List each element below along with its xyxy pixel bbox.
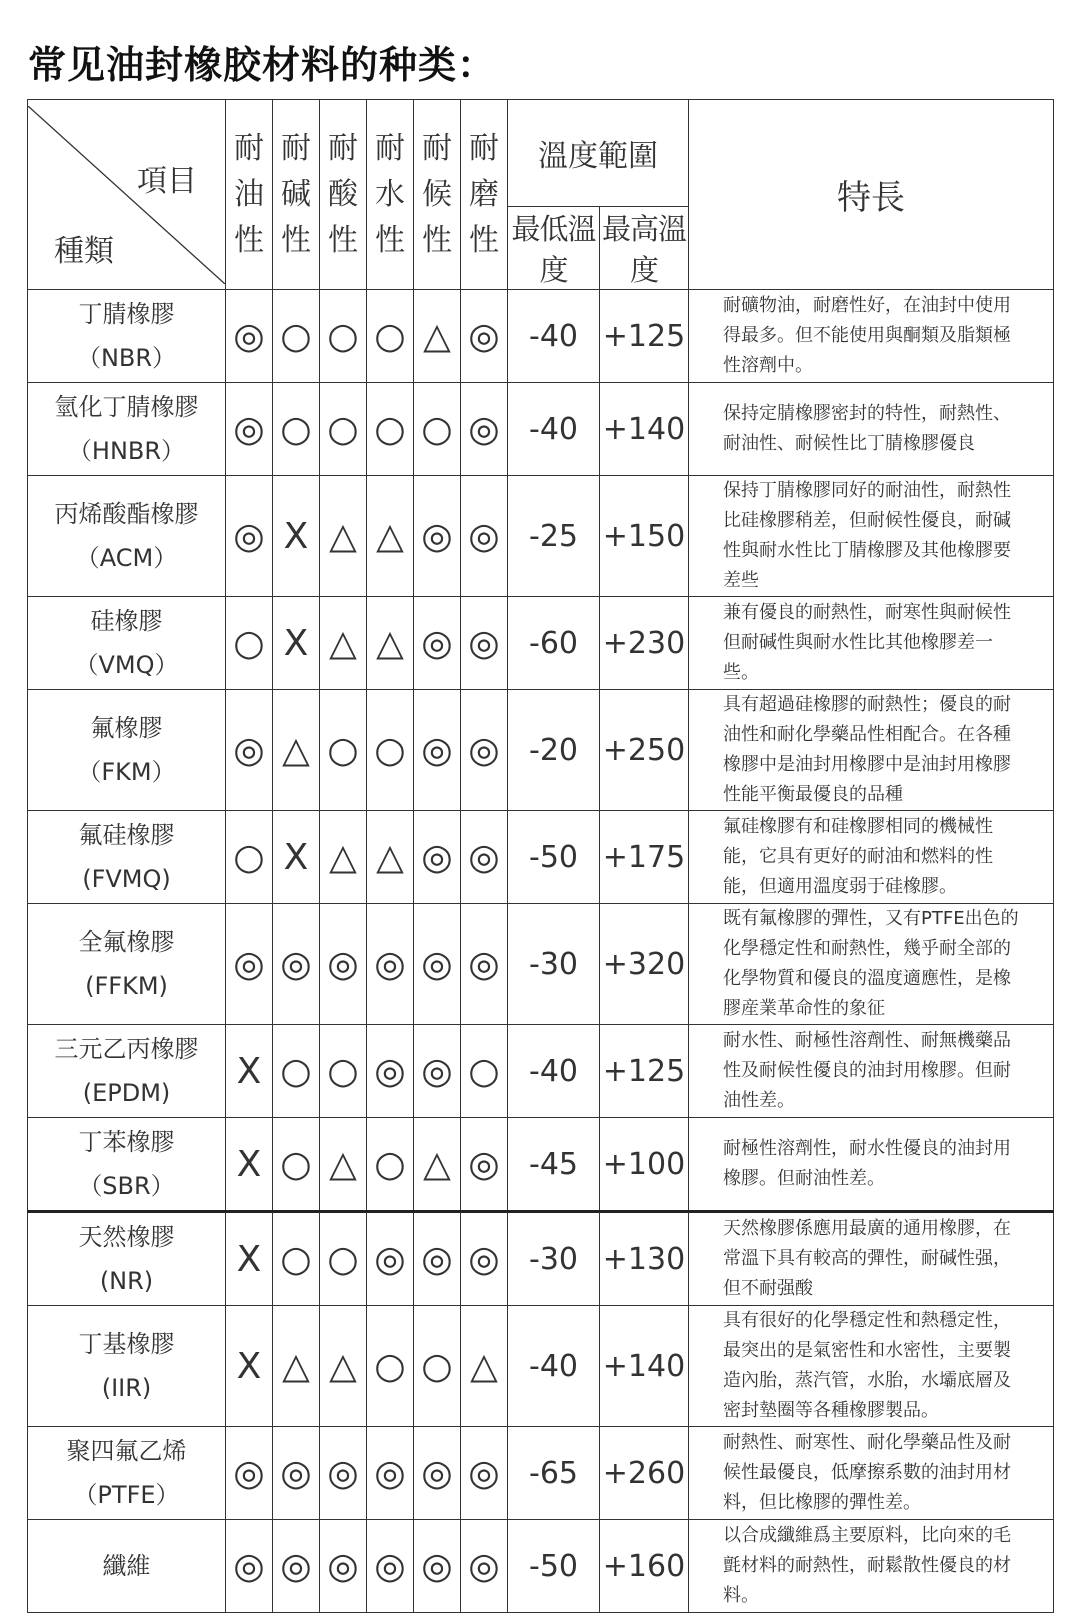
table-row [28, 1025, 1054, 1118]
feature-description: 耐礦物油，耐磨性好，在油封中使用得最多。但不能使用與酮類及脂類極性溶劑中。 [689, 290, 1054, 383]
rating-water: ◎ [367, 1025, 414, 1118]
min-temperature: -40 [508, 383, 600, 476]
header-acid-resistance: 耐 酸 性 [320, 100, 367, 290]
material-name: 氟橡膠 [90, 714, 163, 742]
rating-acid: △ [320, 811, 367, 904]
material-name-cell [28, 1212, 226, 1306]
table-row [28, 1520, 1054, 1613]
table-row [28, 904, 1054, 1025]
max-temperature: +140 [600, 383, 689, 476]
material-name-cell [28, 1118, 226, 1212]
page-title: 常见油封橡胶材料的种类： [28, 43, 497, 87]
rating-acid: ◎ [320, 904, 367, 1025]
rating-oil: ◎ [226, 1520, 273, 1613]
material-name: 全氟橡膠 [78, 928, 175, 956]
material-code: （FKM） [77, 758, 176, 786]
feature-description: 具有超過硅橡膠的耐熱性；優良的耐油性和耐化學藥品性相配合。在各種橡膠中是油封用橡膠中是油封用橡膠性能平衡最優良的品種 [689, 690, 1054, 811]
table-row [28, 476, 1054, 597]
header-temp-range: 溫度範圍 [508, 100, 689, 207]
max-temperature: +130 [600, 1212, 689, 1306]
max-temperature: +250 [600, 690, 689, 811]
header-water-resistance: 耐 水 性 [367, 100, 414, 290]
rating-wear: ◎ [461, 1520, 508, 1613]
rating-alkali: X [273, 811, 320, 904]
rating-wear: ◎ [461, 811, 508, 904]
rating-weather: ◎ [414, 1025, 461, 1118]
rating-acid: ○ [320, 290, 367, 383]
min-temperature: -40 [508, 1025, 600, 1118]
table-row [28, 690, 1054, 811]
rating-water: ○ [367, 383, 414, 476]
feature-description: 耐水性、耐極性溶劑性、耐無機藥品性及耐候性優良的油封用橡膠。但耐油性差。 [689, 1025, 1054, 1118]
rating-oil: X [226, 1025, 273, 1118]
material-code: (FVMQ) [82, 865, 171, 893]
rating-water: ◎ [367, 904, 414, 1025]
rating-water: ○ [367, 1118, 414, 1212]
material-code: (NR) [99, 1267, 154, 1295]
min-temperature: -60 [508, 597, 600, 690]
rating-wear: ◎ [461, 1118, 508, 1212]
rating-acid: △ [320, 1118, 367, 1212]
header-features: 特長 [689, 100, 1054, 290]
corner-kind-label: 種類 [54, 233, 114, 269]
rating-water: ◎ [367, 1212, 414, 1306]
header-oil-resistance: 耐 油 性 [226, 100, 273, 290]
material-name-cell [28, 597, 226, 690]
corner-header-cell [28, 100, 226, 290]
material-name: 丁苯橡膠 [78, 1128, 175, 1156]
rating-water: ○ [367, 690, 414, 811]
max-temperature: +175 [600, 811, 689, 904]
rating-alkali: ○ [273, 1118, 320, 1212]
rating-acid: ○ [320, 1212, 367, 1306]
material-name-cell [28, 383, 226, 476]
rating-acid: ○ [320, 690, 367, 811]
rating-weather: ◎ [414, 476, 461, 597]
rating-oil: ◎ [226, 476, 273, 597]
rating-wear: ◎ [461, 1212, 508, 1306]
material-code: （VMQ） [74, 651, 179, 679]
rating-water: △ [367, 476, 414, 597]
material-name-cell [28, 1025, 226, 1118]
max-temperature: +160 [600, 1520, 689, 1613]
rating-alkali: ○ [273, 383, 320, 476]
rating-acid: ◎ [320, 1427, 367, 1520]
rating-alkali: ○ [273, 1025, 320, 1118]
table-row [28, 597, 1054, 690]
rating-wear: ◎ [461, 690, 508, 811]
rating-oil: ○ [226, 597, 273, 690]
feature-description: 耐極性溶劑性，耐水性優良的油封用橡膠。但耐油性差。 [689, 1118, 1054, 1212]
min-temperature: -65 [508, 1427, 600, 1520]
rating-wear: ◎ [461, 597, 508, 690]
max-temperature: +125 [600, 1025, 689, 1118]
rating-alkali: X [273, 476, 320, 597]
max-temperature: +260 [600, 1427, 689, 1520]
rating-alkali: ◎ [273, 1520, 320, 1613]
feature-description: 以合成纖維爲主要原料，比向來的毛氈材料的耐熱性，耐鬆散性優良的材料。 [689, 1520, 1054, 1613]
table-row [28, 290, 1054, 383]
feature-description: 兼有優良的耐熱性，耐寒性與耐候性但耐碱性與耐水性比其他橡膠差一些。 [689, 597, 1054, 690]
rating-water: ◎ [367, 1520, 414, 1613]
material-name: 天然橡膠 [78, 1223, 175, 1251]
material-name-cell [28, 1520, 226, 1613]
rating-weather: ◎ [414, 811, 461, 904]
feature-description: 耐熱性、耐寒性、耐化學藥品性及耐候性最優良，低摩擦系數的油封用材料，但比橡膠的彈性差。 [689, 1427, 1054, 1520]
table-row [28, 1427, 1054, 1520]
min-temperature: -30 [508, 1212, 600, 1306]
rating-weather: ○ [414, 1306, 461, 1427]
rating-weather: ◎ [414, 690, 461, 811]
feature-description: 具有很好的化學穩定性和熱穩定性，最突出的是氣密性和水密性，主要製造內胎，蒸汽管，水胎，水壩底層及密封墊圈等各種橡膠製品。 [689, 1306, 1054, 1427]
header-weather-resistance: 耐 候 性 [414, 100, 461, 290]
rating-oil: X [226, 1212, 273, 1306]
material-name-cell [28, 1427, 226, 1520]
rating-alkali: △ [273, 1306, 320, 1427]
material-name-cell [28, 904, 226, 1025]
rating-oil: ◎ [226, 290, 273, 383]
max-temperature: +100 [600, 1118, 689, 1212]
rating-alkali: X [273, 597, 320, 690]
max-temperature: +230 [600, 597, 689, 690]
max-temperature: +150 [600, 476, 689, 597]
rating-acid: ○ [320, 1025, 367, 1118]
material-code: (IIR) [101, 1374, 152, 1402]
corner-item-label: 項目 [137, 163, 197, 199]
material-name: 氫化丁腈橡膠 [54, 393, 199, 421]
material-name-cell [28, 290, 226, 383]
table-body [28, 290, 1054, 1613]
rating-weather: △ [414, 1118, 461, 1212]
table-row [28, 1306, 1054, 1427]
min-temperature: -45 [508, 1118, 600, 1212]
feature-description: 氟硅橡膠有和硅橡膠相同的機械性能，它具有更好的耐油和燃料的性能，但適用溫度弱于硅橡膠。 [689, 811, 1054, 904]
table-row [28, 1118, 1054, 1212]
rating-weather: ◎ [414, 1427, 461, 1520]
material-code: （ACM） [75, 544, 178, 572]
rating-acid: ◎ [320, 1520, 367, 1613]
rating-oil: X [226, 1306, 273, 1427]
feature-description: 既有氟橡膠的彈性，又有PTFE出色的化學穩定性和耐熱性，幾乎耐全部的化學物質和優良的溫度適應性，是橡膠産業革命性的象征 [689, 904, 1054, 1025]
rating-oil: X [226, 1118, 273, 1212]
rating-water: △ [367, 811, 414, 904]
header-alkali-resistance: 耐 碱 性 [273, 100, 320, 290]
rating-wear: ◎ [461, 904, 508, 1025]
rating-alkali: ○ [273, 1212, 320, 1306]
rating-oil: ◎ [226, 690, 273, 811]
rating-wear: ◎ [461, 290, 508, 383]
rating-wear: ◎ [461, 383, 508, 476]
material-name: 硅橡膠 [90, 607, 163, 635]
rating-acid: △ [320, 476, 367, 597]
material-name: 丙烯酸酯橡膠 [54, 500, 199, 528]
header-temp-min: 最低溫度 [508, 207, 600, 290]
material-code: （SBR） [78, 1172, 175, 1200]
rating-alkali: ◎ [273, 904, 320, 1025]
material-name-cell [28, 690, 226, 811]
material-name-cell [28, 476, 226, 597]
material-code: (FFKM) [85, 972, 168, 1000]
feature-description: 保持定腈橡膠密封的特性，耐熱性、耐油性、耐候性比丁腈橡膠優良 [689, 383, 1054, 476]
material-name: 纖維 [102, 1552, 151, 1580]
material-name: 丁腈橡膠 [78, 300, 175, 328]
rating-weather: ◎ [414, 597, 461, 690]
material-code: （PTFE） [73, 1481, 180, 1509]
rubber-material-table [27, 99, 1054, 1613]
rating-weather: ○ [414, 383, 461, 476]
rating-water: ○ [367, 1306, 414, 1427]
material-name: 氟硅橡膠 [78, 821, 175, 849]
rating-water: △ [367, 597, 414, 690]
rating-oil: ○ [226, 811, 273, 904]
min-temperature: -40 [508, 1306, 600, 1427]
max-temperature: +320 [600, 904, 689, 1025]
material-name: 丁基橡膠 [78, 1330, 175, 1358]
min-temperature: -50 [508, 811, 600, 904]
rating-weather: ◎ [414, 1212, 461, 1306]
rating-wear: ◎ [461, 1427, 508, 1520]
min-temperature: -50 [508, 1520, 600, 1613]
min-temperature: -20 [508, 690, 600, 811]
rating-alkali: △ [273, 690, 320, 811]
header-temp-max: 最高溫度 [600, 207, 689, 290]
rating-oil: ◎ [226, 904, 273, 1025]
material-name-cell [28, 1306, 226, 1427]
rating-acid: △ [320, 597, 367, 690]
max-temperature: +125 [600, 290, 689, 383]
table-row [28, 383, 1054, 476]
rating-alkali: ◎ [273, 1427, 320, 1520]
min-temperature: -40 [508, 290, 600, 383]
material-code: （NBR） [76, 344, 177, 372]
material-code: （HNBR） [67, 437, 186, 465]
header-wear-resistance: 耐 磨 性 [461, 100, 508, 290]
rating-water: ○ [367, 290, 414, 383]
rating-acid: ○ [320, 383, 367, 476]
rating-weather: ◎ [414, 1520, 461, 1613]
material-name-cell [28, 811, 226, 904]
rating-wear: ○ [461, 1025, 508, 1118]
table-row [28, 811, 1054, 904]
feature-description: 天然橡膠係應用最廣的通用橡膠，在常溫下具有較高的彈性，耐碱性强，但不耐强酸 [689, 1212, 1054, 1306]
rating-wear: △ [461, 1306, 508, 1427]
max-temperature: +140 [600, 1306, 689, 1427]
rating-oil: ◎ [226, 1427, 273, 1520]
feature-description: 保持丁腈橡膠同好的耐油性，耐熱性比硅橡膠稍差，但耐候性優良，耐碱性與耐水性比丁腈橡膠及其他橡膠要差些 [689, 476, 1054, 597]
rating-wear: ◎ [461, 476, 508, 597]
rating-weather: ◎ [414, 904, 461, 1025]
material-name: 三元乙丙橡膠 [54, 1035, 199, 1063]
material-name: 聚四氟乙烯 [66, 1437, 187, 1465]
rating-acid: △ [320, 1306, 367, 1427]
table-row [28, 1212, 1054, 1306]
material-code: (EPDM) [82, 1079, 171, 1107]
rating-alkali: ○ [273, 290, 320, 383]
min-temperature: -25 [508, 476, 600, 597]
rating-weather: △ [414, 290, 461, 383]
rating-water: ◎ [367, 1427, 414, 1520]
min-temperature: -30 [508, 904, 600, 1025]
rating-oil: ◎ [226, 383, 273, 476]
